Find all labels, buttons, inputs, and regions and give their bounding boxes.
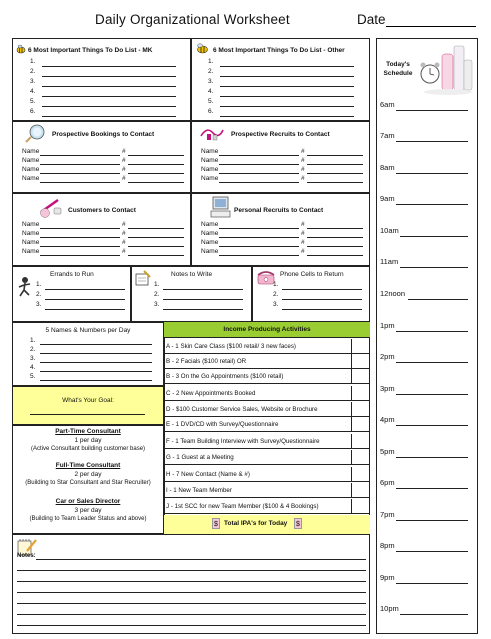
personal-name-label: Name <box>201 239 219 246</box>
level-title: Part-Time Consultant <box>55 428 121 435</box>
todo-mk-title: 6 Most Important Things To Do List - MK <box>28 47 153 54</box>
todo-other-line[interactable] <box>220 86 354 87</box>
page-title: Daily Organizational Worksheet <box>95 12 290 27</box>
phone-line[interactable] <box>282 299 362 300</box>
todo-other-title: 6 Most Important Things To Do List - Other <box>213 47 345 54</box>
schedule-time: 6pm <box>380 478 395 487</box>
ipa-checkbox[interactable] <box>351 402 369 417</box>
bookings-name-line[interactable] <box>40 182 120 183</box>
todo-mk-number: 1. <box>30 58 36 65</box>
schedule-slot[interactable] <box>396 173 468 174</box>
level-per-day: 1 per day <box>74 437 102 444</box>
level-title: Full-Time Consultant <box>55 462 121 469</box>
recruits-title: Prospective Recruits to Contact <box>231 131 330 138</box>
personal-name-label: Name <box>201 230 219 237</box>
customers-name-label: Name <box>22 239 40 246</box>
recruits-hash: # <box>301 148 305 155</box>
bookings-hash: # <box>122 166 126 173</box>
ipa-row <box>164 340 369 354</box>
bookings-name-label: Name <box>22 166 40 173</box>
personal-hash: # <box>301 239 305 246</box>
todo-other-number: 6. <box>208 108 214 115</box>
schedule-time: 7pm <box>380 510 395 519</box>
personal-number-line[interactable] <box>307 255 363 256</box>
customers-name-label: Name <box>22 230 40 237</box>
ipa-checkbox[interactable] <box>351 467 369 482</box>
bookings-number-line[interactable] <box>128 173 184 174</box>
todo-other-line[interactable] <box>220 106 354 107</box>
ipa-row <box>164 403 369 417</box>
schedule-slot[interactable] <box>396 488 468 489</box>
mirror-icon <box>24 124 46 144</box>
notes-line[interactable] <box>36 559 366 560</box>
customers-name-line[interactable] <box>40 246 120 247</box>
todo-mk-number: 2. <box>30 68 36 75</box>
ipa-checkbox[interactable] <box>351 369 369 384</box>
bookings-name-label: Name <box>22 175 40 182</box>
recruits-number-line[interactable] <box>307 164 363 165</box>
personal-number-line[interactable] <box>307 237 363 238</box>
schedule-time: 11am <box>380 257 399 266</box>
customers-number-line[interactable] <box>128 255 184 256</box>
personal-hash: # <box>301 221 305 228</box>
phone-number: 2. <box>273 291 279 298</box>
schedule-slot[interactable] <box>396 583 468 584</box>
personal-name-label: Name <box>201 221 219 228</box>
personal-number-line[interactable] <box>307 246 363 247</box>
goal-field[interactable] <box>30 414 145 415</box>
personal-number-line[interactable] <box>307 228 363 229</box>
schedule-slot[interactable] <box>396 362 468 363</box>
todo-mk-line[interactable] <box>42 106 176 107</box>
schedule-time: 12noon <box>380 289 406 298</box>
clock-products-icon <box>418 42 474 96</box>
bookings-hash: # <box>122 175 126 182</box>
ipa-row <box>164 370 369 384</box>
schedule-time: 1pm <box>380 321 395 330</box>
personal-hash: # <box>301 230 305 237</box>
bee-icon <box>16 44 26 54</box>
phone-number: 1. <box>273 281 279 288</box>
customers-name-line[interactable] <box>40 228 120 229</box>
ipa-row <box>164 451 369 465</box>
todo-mk-number: 6. <box>30 108 36 115</box>
personal-name-line[interactable] <box>219 246 299 247</box>
notes-line[interactable] <box>17 603 366 604</box>
todo-mk-number: 5. <box>30 98 36 105</box>
schedule-time: 5pm <box>380 447 395 456</box>
ipa-row-label: G - 1 Guest at a Meeting <box>166 454 234 461</box>
computer-icon <box>210 196 232 220</box>
names-numbers-line[interactable] <box>40 380 152 381</box>
schedule-title-line: Schedule <box>383 70 413 77</box>
schedule-slot[interactable] <box>400 236 468 237</box>
recruits-number-line[interactable] <box>307 173 363 174</box>
phone-line[interactable] <box>282 309 362 310</box>
personal-name-line[interactable] <box>219 255 299 256</box>
recruits-name-line[interactable] <box>219 155 299 156</box>
schedule-time: 9pm <box>380 573 395 582</box>
schedule-title <box>380 60 416 78</box>
errands-line[interactable] <box>45 289 125 290</box>
schedule-time: 4pm <box>380 415 395 424</box>
customers-hash: # <box>122 230 126 237</box>
bookings-hash: # <box>122 157 126 164</box>
names-numbers-number: 2. <box>30 346 36 353</box>
names-numbers-line[interactable] <box>40 353 152 354</box>
ipa-row-label: H - 7 New Contact (Name & #) <box>166 471 250 478</box>
ipa-row <box>164 418 369 432</box>
date-field[interactable] <box>386 26 476 27</box>
phone-calls-title: Phone Cells to Return <box>280 271 344 278</box>
notes-write-line[interactable] <box>163 309 243 310</box>
schedule-slot[interactable] <box>396 457 468 458</box>
ipa-total-label: Total IPA's for Today <box>224 520 288 527</box>
notes-line[interactable] <box>17 570 366 571</box>
personal-name-label: Name <box>201 248 219 255</box>
bookings-name-label: Name <box>22 157 40 164</box>
notes-to-write-title: Notes to Write <box>171 271 213 278</box>
schedule-slot[interactable] <box>396 331 468 332</box>
todo-other-number: 4. <box>208 88 214 95</box>
level-per-day: 3 per day <box>74 507 102 514</box>
ipa-row-label: E - 1 DVD/CD with Survey/Questionnaire <box>166 421 279 428</box>
notes-write-number: 2. <box>154 291 160 298</box>
recruits-name-line[interactable] <box>219 173 299 174</box>
customers-name-line[interactable] <box>40 237 120 238</box>
bookings-name-line[interactable] <box>40 173 120 174</box>
ipa-row-label: D - $100 Customer Service Sales, Website or Brochure <box>166 406 318 413</box>
ipa-row-label: C - 2 New Appointments Booked <box>166 390 256 397</box>
errands-line[interactable] <box>45 309 125 310</box>
ipa-row <box>164 500 369 514</box>
phone-number: 3. <box>273 301 279 308</box>
goal-label: What's Your Goal: <box>62 397 114 404</box>
bookings-hash: # <box>122 148 126 155</box>
customers-name-label: Name <box>22 221 40 228</box>
schedule-slot[interactable] <box>400 267 468 268</box>
todo-other-number: 1. <box>208 58 214 65</box>
ipa-row <box>164 484 369 498</box>
ipa-checkbox[interactable] <box>351 483 369 498</box>
todo-other-number: 3. <box>208 78 214 85</box>
errands-number: 2. <box>36 291 42 298</box>
ipa-checkbox[interactable] <box>351 386 369 401</box>
bookings-name-line[interactable] <box>40 155 120 156</box>
ipa-row-label: B - 3 On the Go Appointments ($100 retail) <box>166 373 284 380</box>
todo-mk-number: 4. <box>30 88 36 95</box>
errands-number: 1. <box>36 281 42 288</box>
ipa-checkbox[interactable] <box>351 417 369 432</box>
schedule-time: 7am <box>380 131 395 140</box>
goal-section <box>12 386 164 425</box>
schedule-title-line: Today's <box>386 61 410 68</box>
customers-name-line[interactable] <box>40 255 120 256</box>
todo-mk-line[interactable] <box>42 66 176 67</box>
notes-line[interactable] <box>17 614 366 615</box>
errands-line[interactable] <box>45 299 125 300</box>
names-numbers-number: 1. <box>30 337 36 344</box>
recruits-name-line[interactable] <box>219 182 299 183</box>
ipa-checkbox[interactable] <box>351 354 369 369</box>
notes-write-number: 1. <box>154 281 160 288</box>
schedule-time: 9am <box>380 194 395 203</box>
bookings-number-line[interactable] <box>128 155 184 156</box>
schedule-slot[interactable] <box>408 299 468 300</box>
level-title: Car or Sales Director <box>55 498 121 505</box>
ipa-checkbox[interactable] <box>351 450 369 465</box>
recruits-hash: # <box>301 157 305 164</box>
todo-other-number: 2. <box>208 68 214 75</box>
schedule-time: 6am <box>380 100 395 109</box>
schedule-slot[interactable] <box>400 614 468 615</box>
schedule-slot[interactable] <box>396 394 468 395</box>
level-per-day: 2 per day <box>74 471 102 478</box>
schedule-time: 10am <box>380 226 399 235</box>
recruits-number-line[interactable] <box>307 182 363 183</box>
ipa-row-label: B - 2 Facials ($100 retail) OR <box>166 358 247 365</box>
bookings-number-line[interactable] <box>128 164 184 165</box>
personal-name-line[interactable] <box>219 228 299 229</box>
note-pencil-icon <box>134 270 152 288</box>
notes-write-line[interactable] <box>163 299 243 300</box>
todo-mk-line[interactable] <box>42 96 176 97</box>
personal-hash: # <box>301 248 305 255</box>
todo-other-line[interactable] <box>220 66 354 67</box>
todo-mk-line[interactable] <box>42 116 176 117</box>
level-detail: (Building to Team Leader Status and above) <box>29 516 147 522</box>
schedule-slot[interactable] <box>396 141 468 142</box>
notes-line[interactable] <box>17 625 366 626</box>
errands-number: 3. <box>36 301 42 308</box>
ipa-checkbox[interactable] <box>351 339 369 354</box>
customers-hash: # <box>122 248 126 255</box>
schedule-slot[interactable] <box>396 110 468 111</box>
customers-number-line[interactable] <box>128 237 184 238</box>
todo-other-line[interactable] <box>220 76 354 77</box>
names-numbers-line[interactable] <box>40 362 152 363</box>
cosmetics-icon <box>38 196 64 218</box>
names-numbers-number: 5. <box>30 373 36 380</box>
bookings-name-line[interactable] <box>40 164 120 165</box>
recruits-name-label: Name <box>201 148 219 155</box>
todo-mk-line[interactable] <box>42 86 176 87</box>
schedule-time: 3pm <box>380 384 395 393</box>
bookings-number-line[interactable] <box>128 182 184 183</box>
ipa-title: Income Producing Activities <box>164 322 370 338</box>
level-detail: (Active Consultant building customer base) <box>30 446 146 452</box>
running-figure-icon <box>16 276 34 298</box>
notes-write-number: 3. <box>154 301 160 308</box>
notes-line[interactable] <box>17 581 366 582</box>
schedule-time: 8am <box>380 163 395 172</box>
names-numbers-line[interactable] <box>40 371 152 372</box>
ipa-checkbox[interactable] <box>351 499 369 514</box>
todo-other-number: 5. <box>208 98 214 105</box>
recruits-name-line[interactable] <box>219 164 299 165</box>
schedule-slot[interactable] <box>396 520 468 521</box>
personal-title: Personal Recruits to Contact <box>234 207 324 214</box>
lipstick-icon <box>199 124 225 142</box>
todo-other-line[interactable] <box>220 96 354 97</box>
ipa-row <box>164 435 369 449</box>
personal-name-line[interactable] <box>219 237 299 238</box>
names-numbers-title: 5 Names & Numbers per Day <box>45 327 131 334</box>
names-numbers-number: 4. <box>30 364 36 371</box>
recruits-number-line[interactable] <box>307 155 363 156</box>
schedule-slot[interactable] <box>396 425 468 426</box>
errands-title: Errands to Run <box>50 271 94 278</box>
level-detail: (Building to Star Consultant and Star Recruiter) <box>25 480 151 486</box>
schedule-slot[interactable] <box>396 551 468 552</box>
ipa-row-label: F - 1 Team Building Interview with Survey/Questionnaire <box>166 438 320 445</box>
bookings-title: Prospective Bookings to Contact <box>52 131 155 138</box>
bookings-name-label: Name <box>22 148 40 155</box>
ipa-checkbox[interactable] <box>351 434 369 449</box>
ipa-row-label: I - 1 New Team Member <box>166 487 232 494</box>
notes-write-line[interactable] <box>163 289 243 290</box>
date-label: Date <box>357 12 386 27</box>
dollar-badge: $ <box>294 518 302 529</box>
phone-line[interactable] <box>282 289 362 290</box>
notes-label: Notes: <box>17 553 36 559</box>
ipa-row <box>164 355 369 369</box>
schedule-slot[interactable] <box>396 204 468 205</box>
todo-mk-line[interactable] <box>42 76 176 77</box>
recruits-name-label: Name <box>201 175 219 182</box>
todo-mk-number: 3. <box>30 78 36 85</box>
names-numbers-number: 3. <box>30 355 36 362</box>
ipa-row-label: A - 1 Skin Care Class ($100 retail/ 3 new faces) <box>166 343 296 350</box>
customers-name-label: Name <box>22 248 40 255</box>
ipa-row-label: J - 1st SCC for new Team Member ($100 & 4 Bookings) <box>166 503 319 510</box>
bee-icon <box>196 43 209 54</box>
customers-number-line[interactable] <box>128 246 184 247</box>
schedule-time: 8pm <box>380 541 395 550</box>
customers-hash: # <box>122 239 126 246</box>
customers-title: Customers to Contact <box>68 207 136 214</box>
dollar-badge: $ <box>212 518 220 529</box>
notes-line[interactable] <box>17 592 366 593</box>
notes-section <box>12 534 370 634</box>
recruits-name-label: Name <box>201 157 219 164</box>
customers-number-line[interactable] <box>128 228 184 229</box>
names-numbers-line[interactable] <box>40 344 152 345</box>
ipa-row <box>164 387 369 401</box>
recruits-name-label: Name <box>201 166 219 173</box>
schedule-time: 2pm <box>380 352 395 361</box>
recruits-hash: # <box>301 166 305 173</box>
ipa-row <box>164 468 369 482</box>
schedule-time: 10pm <box>380 604 399 613</box>
customers-hash: # <box>122 221 126 228</box>
recruits-hash: # <box>301 175 305 182</box>
todo-other-line[interactable] <box>220 116 354 117</box>
